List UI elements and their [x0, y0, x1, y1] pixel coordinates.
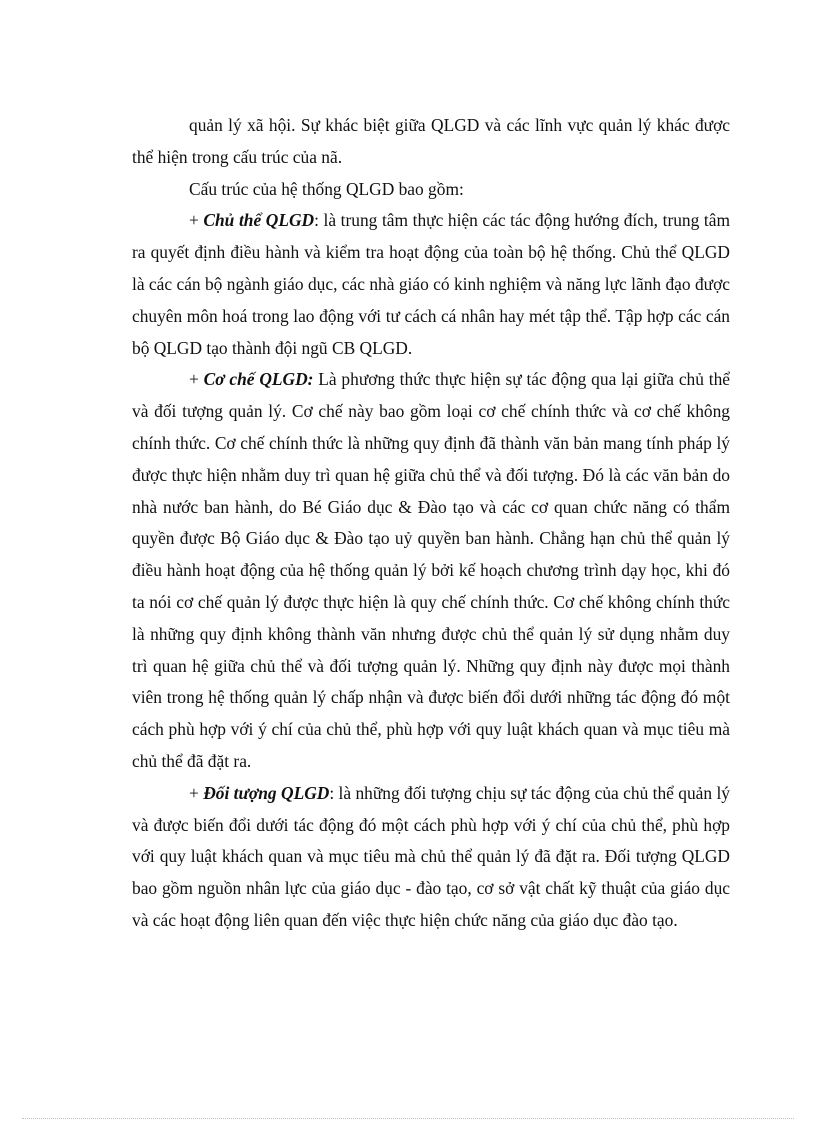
mechanism-term: Cơ chế QLGD:: [203, 369, 314, 390]
subject-term: Chủ thể QLGD: [203, 210, 315, 231]
object-bullet: +: [189, 782, 204, 803]
subject-body: : là trung tâm thực hiện các tác động hướng đích, trung tâm ra quyết định điều hành và kiểm tra hoạt động của toàn bộ hệ thống. Chủ thể QLGD là các cán bộ ngành giáo dục, các nhà giáo có kinh nghiệm và năng lực lãnh đạo được chuyên môn hoá trong lao động với tư cách cá nhân hay mét tập thể. Tập hợp các cán bộ QLGD tạo thành đội ngũ CB QLGD.: [132, 210, 730, 358]
paragraph-intro: [132, 110, 730, 174]
paragraph-object: [132, 778, 730, 937]
page-bottom-divider: [22, 1118, 794, 1119]
paragraph-intro-text: quản lý xã hội. Sự khác biệt giữa QLGD và các lĩnh vực quản lý khác được thể hiện trong cấu trúc của nã.: [132, 115, 730, 167]
paragraph-subject: [132, 205, 730, 364]
paragraph-mechanism: [132, 364, 730, 777]
mechanism-bullet: +: [189, 369, 204, 390]
document-page: [132, 110, 730, 937]
object-term: Đối tượng QLGD: [203, 782, 330, 803]
object-body: : là những đối tượng chịu sự tác động của chủ thể quản lý và được biến đổi dưới tác động đó một cách phù hợp với ý chí của chủ thể, phù hợp với quy luật khách quan và mục tiêu mà chủ thể quản lý đã đặt ra. Đối tượng QLGD bao gồm nguồn nhân lực của giáo dục - đào tạo, cơ sở vật chất kỹ thuật của giáo dục và các hoạt động liên quan đến việc thực hiện chức năng của giáo dục đào tạo.: [132, 782, 731, 930]
subject-bullet: +: [189, 210, 204, 231]
paragraph-structure-heading: [132, 174, 730, 206]
structure-heading-text: Cấu trúc của hệ thống QLGD bao gồm:: [189, 178, 464, 199]
mechanism-body: Là phương thức thực hiện sự tác động qua lại giữa chủ thể và đối tượng quản lý. Cơ chế này bao gồm loại cơ chế chính thức và cơ chế không chính thức. Cơ chế chính thức là những quy định đã thành văn bản mang tính pháp lý được thực hiện nhằm duy trì quan hệ giữa chủ thể và đối tượng. Đó là các văn bản do nhà nước ban hành, do Bé Giáo dục & Đào tạo và các cơ quan chức năng có thẩm quyền được Bộ Giáo dục & Đào tạo uỷ quyền ban hành. Chẳng hạn chủ thể quản lý điều hành hoạt động của hệ thống quản lý bởi kế hoạch chương trình dạy học, khi đó ta nói cơ chế quản lý được thực hiện là quy chế chính thức. Cơ chế không chính thức là những quy định không thành văn nhưng được chủ thể quản lý sử dụng nhằm duy trì quan hệ giữa chủ thể và đối tượng quản lý. Những quy định này được mọi thành viên trong hệ thống quản lý chấp nhận và được biến đổi dưới những tác động đó một cách phù hợp với ý chí của chủ thể, phù hợp với quy luật khách quan và mục tiêu mà chủ thể đã đặt ra.: [132, 369, 731, 771]
